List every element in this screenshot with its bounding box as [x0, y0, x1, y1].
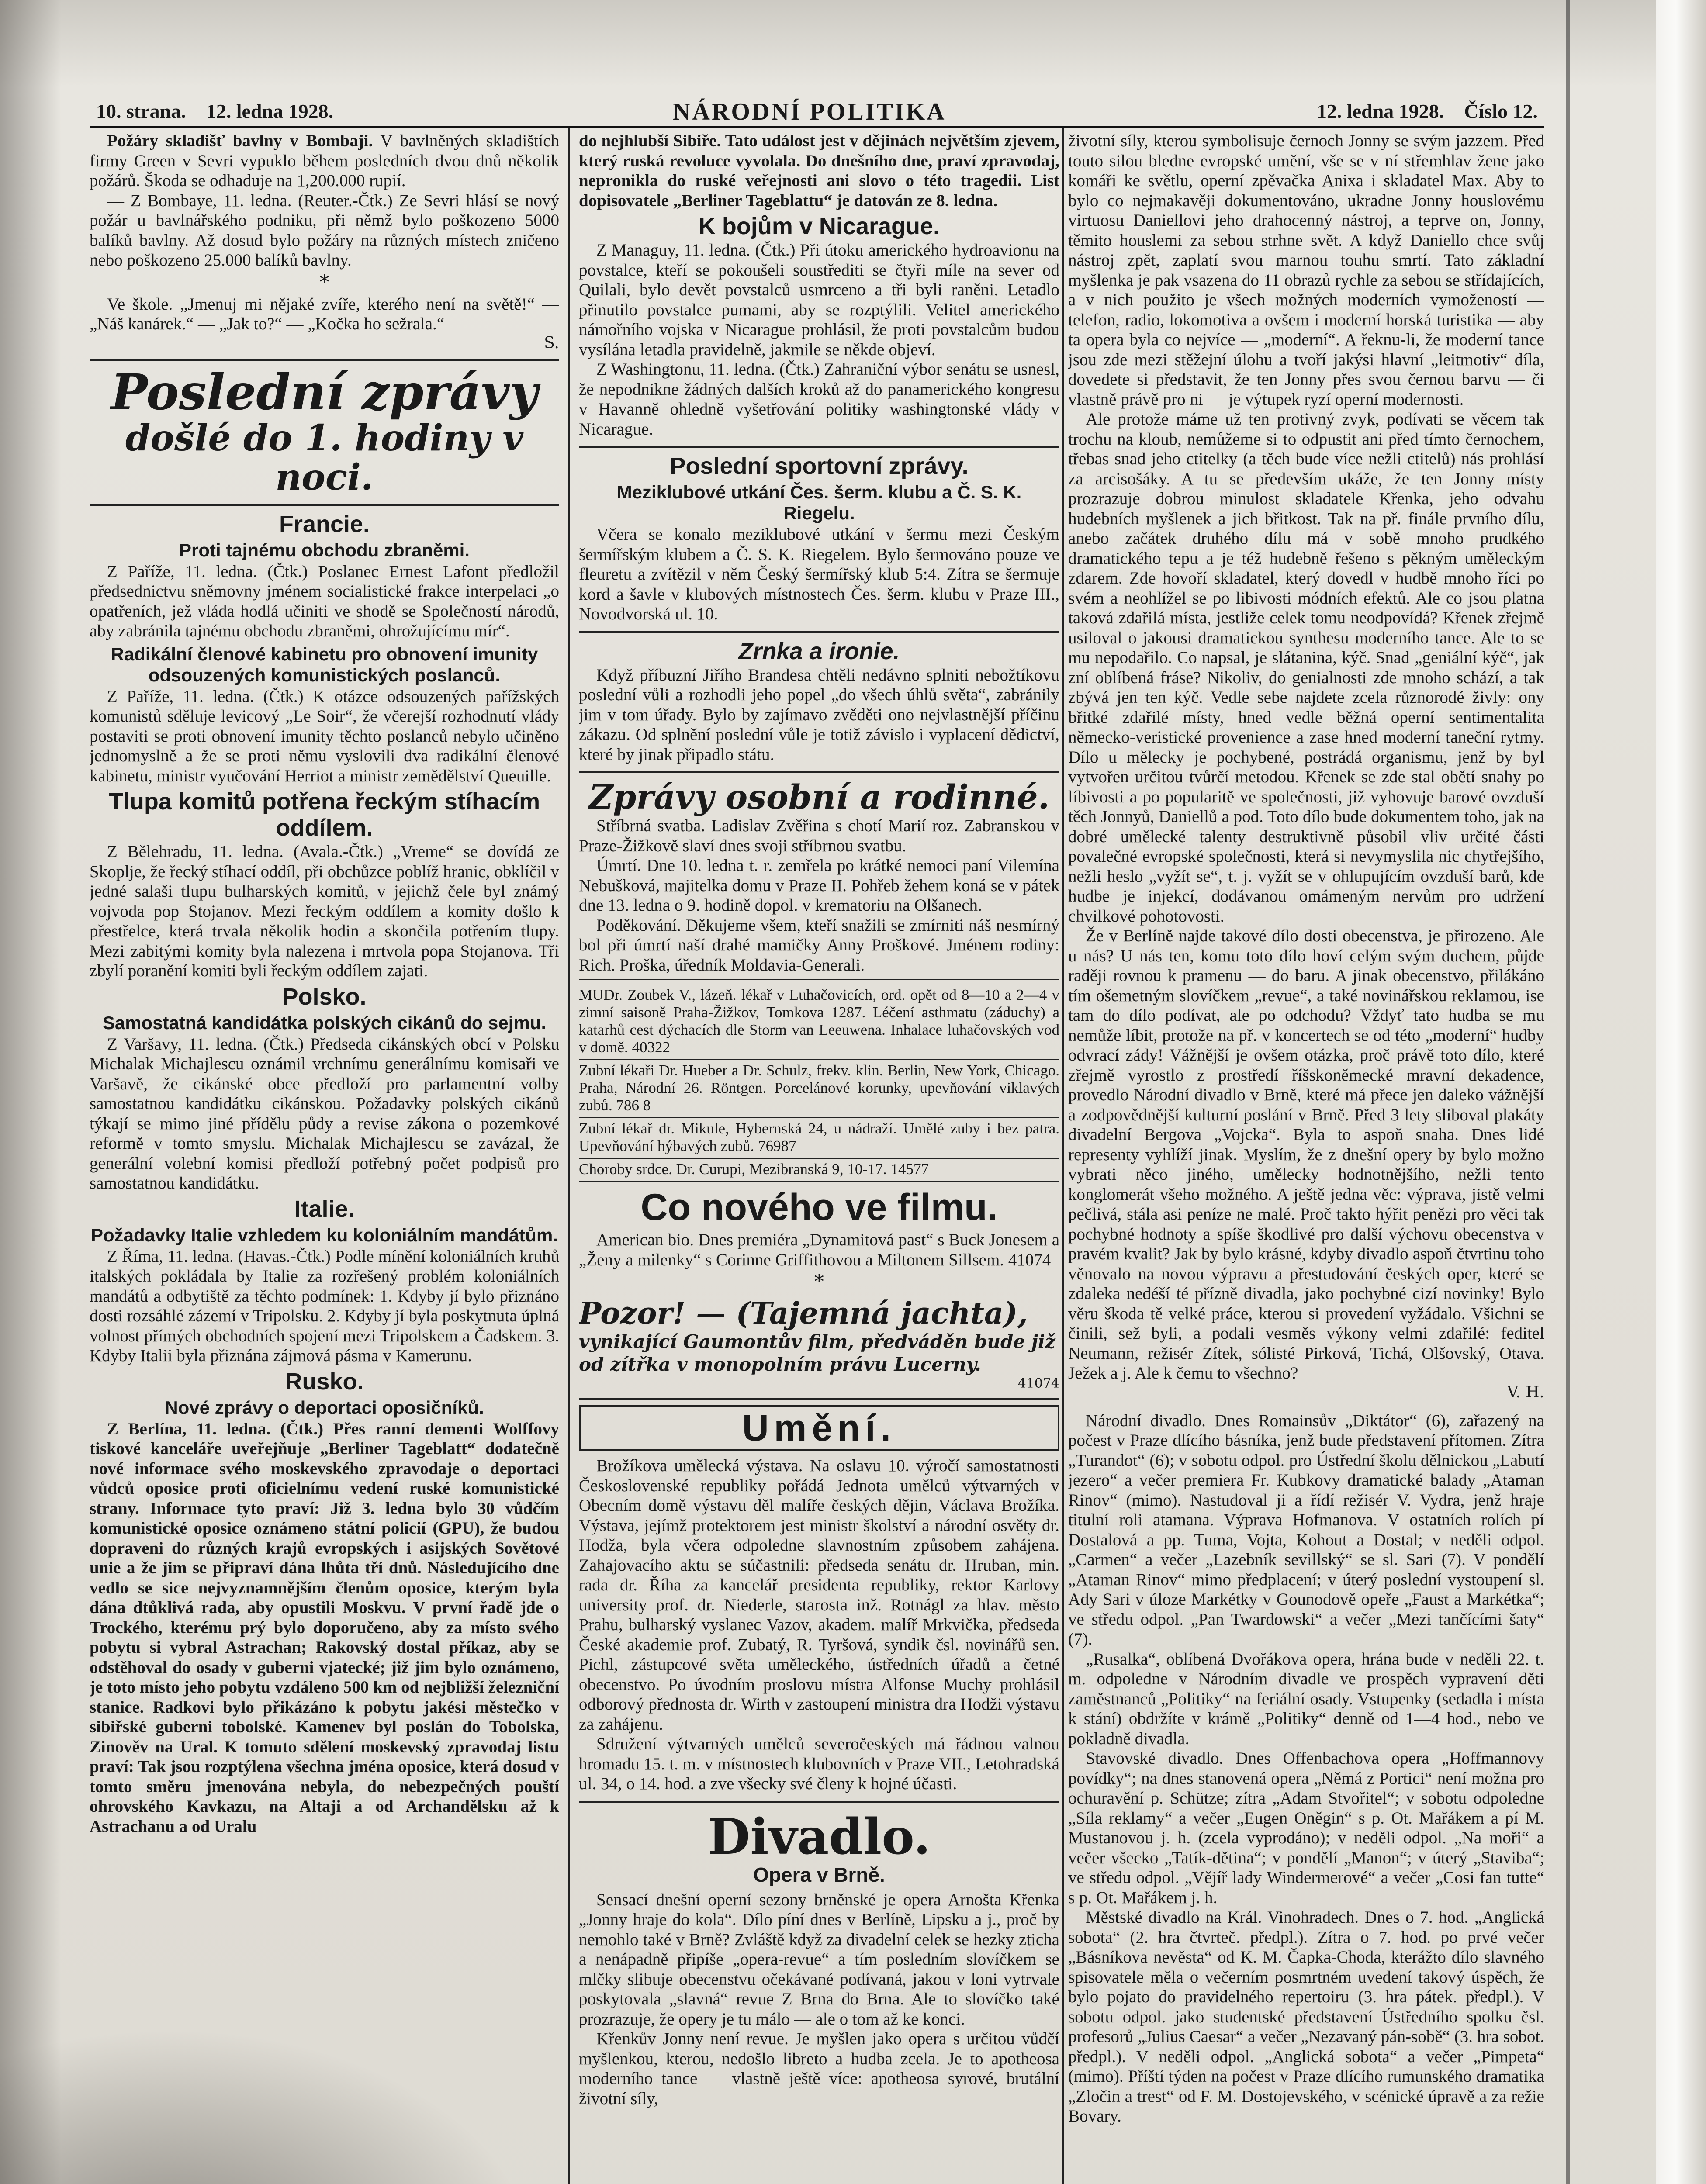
- separator-rule: [90, 504, 559, 506]
- separator-rule: [579, 979, 1059, 980]
- headline-france-1: Proti tajnému obchodu zbraněmi.: [179, 539, 470, 560]
- headline-russia: Nové zprávy o deportaci oposičníků.: [165, 1397, 484, 1418]
- header-right: [1317, 100, 1538, 123]
- headline-film: Co nového ve filmu.: [640, 1186, 998, 1228]
- header-left: [96, 100, 333, 123]
- headline-theatre: Divadlo.: [708, 1808, 931, 1866]
- issue-number: Číslo 12.: [1464, 100, 1538, 122]
- text-rusalka: „Rusalka“, oblíbená Dvořákova opera, hrána bude v neděli 22. t. m. odpoledne v Národním divadle ve prospěch vypravení děti zaměstnanců „Politiky“ na feriální osady. Vstupenky (sedadla i místa k stání) obdržíte v krámě „Politiky“ denně od 1—4 hod., nebo ve pokladně divadla.: [1068, 1649, 1544, 1748]
- subheadline-sport: Meziklubové utkání Čes. šerm. klubu a Č. S. K. Riegelu.: [616, 482, 1022, 523]
- separator-star: *: [319, 271, 329, 294]
- column-3: [1068, 131, 1544, 2184]
- text-estates-theatre: Stavovské divadlo. Dnes Offenbachova opera „Hoffmannovy povídky“; na dnes stanovená opera „Němá z Portici“ není možna pro ochuravění p. Schütze; zítra „Adam Stvořitel“; v sobotu odpoledne „Síla reklamy“ a večer „Eugen Oněgin“ s p. Ot. Mařákem a pí M. Mustanovou j. h. (zcela vyprodáno); v neděli odpol. „Na moři“ a večer všecko „Tatík-dětina“; v pondělí „Manon“; v úterý „Staviba“; ve středu odpol. „Vějíř lady Windermerové“ a večer „Cosi fan tutte“ s p. Ot. Mařákem j. h.: [1068, 1749, 1544, 1907]
- text-national-theatre: Národní divadlo. Dnes Romainsův „Diktátor“ (6), zařazený na počest v Praze dlícího básníka, jenž bude představení přítomen. Zítra „Turandot“ (6); v sobotu odpol. pro Ústřední školu dělnickou „Labutí jezero“ a večer premiera Fr. Kubkovy dramatické balady „Ataman Rinov“ (mimo). Nastudoval ji a řídí režisér V. Vydra, jenž hraje titulní roli atamana. Výprava Hofmanova. V ostatních rolích pí Dostalová a pp. Tuma, Vojta, Kohout a Dostal; v neděli odpol. „Carmen“ a večer „Lazebník sevillský“ se sl. Sari (7). V pondělí „Ataman Rinov“ mimo předplacení; v úterý poslední vystoupení sl. Ady Sari v úloze Markétky v Gounodově opeře „Faust a Markétka“; ve středu odpol. „Pan Twardowski“ a večer „Mezi tančícími šaty“ (7).: [1068, 1411, 1544, 1648]
- separator-star: *: [814, 1271, 824, 1293]
- text-film: American bio. Dnes premiéra „Dynamitová past“ s Buck Jonesem a „Ženy a milenky“ s Corinne Griffithovou a Miltonem Sillsem. 41074: [579, 1230, 1059, 1269]
- column-2: [579, 131, 1059, 2184]
- text-italy: Z Říma, 11. ledna. (Havas.-Čtk.) Podle mínění koloniálních kruhů italských pokládala by Italie za rozřešený problém koloniálních mandátů a odbytiště za těchto podmínek: 1. Kdyby jí bylo přiznáno dosti rozsáhlé zázemí v Tripolsku. 2. Kdyby jí byla poskytnuta úplná volnost přímých obchodních spojení mezi Tripolskem a Čadskem. 3. Kdyby Italii byla přiznána zájmová pásma v Kamerunu.: [90, 1247, 559, 1365]
- top-stain: [0, 0, 1656, 87]
- fire-title: Požáry skladišť bavlny v Bombaji.: [107, 131, 373, 150]
- headline-art: Umění.: [579, 1405, 1059, 1451]
- text-theatre-2: Křenkův Jonny není revue. Je myšlen jako opera s určitou vůdčí myšlenkou, kterou, nedošlo libreto a hudba zcela. Je to apotheosa moderního tance — vlastně ještě více: apotheosa syrové, brutální životní síly,: [579, 2029, 1059, 2108]
- ad-mikule: Zubní lékař dr. Mikule, Hybernská 24, u nádraží. Umělé zuby i bez patra. Upevňování hýbavých zubů. 76987: [579, 1118, 1059, 1159]
- text-review-3: Že v Berlíně najde takové dílo dosti obecenstva, je přirozeno. Ale u nás? U nás ten, komu toto dílo hoví celým svým duchem, půjde raději rovnou k pramenu — do baru. A jinak obecenstvo, přilákáno tím ošemetným slovíčkem „revue“, a také novinářskou reklamou, ise tam do dílo podívat, ale po odchodu? Vždyť tato hudba se mu nemůže líbit, protože na př. v koncertech se od této „moderní“ hudby odvrací zády! Vážnější je ovšem otázka, proč právě toto dílo, které zřejmě vyrostlo z prostředí říšskoněmecké mravní dekadence, provedlo Národní divadlo v Brně, které má přece jen daleko vážnější a zodpovědnější kulturní poslání v Brně. Před 3 lety sliboval plakáty divadelní Bergova „Vojcka“. Byla to aspoň snaha. Dnes lidé representy vyhlíží jinak. Myslím, že z dnešní opery by bylo možno vybrati něco jiného, umělecky hodnotnějšího, nežli tento konglomerát všeho možného. A ještě jedna věc: výprava, jistě velmi pečlivá, stála asi peníze ne malé. Proč takto hýřit penězi pro věci tak pochybné hodnoty a spíše škodlivé pro další výchovu obecenstva v pravém kvalit? Jak by bylo krásné, kdyby divadlo aspoň čtvrtinu toho věnovalo na novou výpravu a přestudování českých oper, které se zdaleka nedéší té přízně divadla, jako pochybné cizí novinky! Bylo věru škoda tě velké práce, kterou si provedení vyžádalo. Všichni se činili, sež byli, a podali vesměs výkony velmi zdařilé: feditel Neumann, režisér Zítek, sólisté Pirková, Tichá, Olšovský, Otava. Ježek a j. Ale k čemu to všechno?: [1068, 926, 1544, 1382]
- header-date-left: 12. ledna 1928.: [206, 100, 334, 122]
- review-signature: V. H.: [1507, 1383, 1544, 1401]
- text-personal-1: Stříbrná svatba. Ladislav Zvěřina s chotí Marií roz. Zabranskou v Praze-Žižkově slaví dnes svoji stříbrnou svatbu.: [579, 816, 1059, 855]
- header-date-right: 12. ledna 1928.: [1316, 100, 1444, 122]
- separator-rule: [90, 359, 559, 361]
- text-greece: Z Bělehradu, 11. ledna. (Avala.-Čtk.) „Vreme“ se dovídá ze Skoplje, že řecký stíhací oddíl, při obchůzce poblíž hranic, obklíčil v jedné salaši tlupu bulharských komitů, v jejichž čele byl známý vojvoda pop Stojanov. Mezi řeckým oddílem a komity došlo k přestřelce, která trvala několik hodin a skončila potřením tlupy. Mezi zabitými komity byla nalezena i mrtvola popa Stojanova. Tři zbylí poranění komiti byli řeckým oddílem zajati.: [90, 842, 559, 980]
- text-irony: Když příbuzní Jiřího Brandesa chtěli nedávno splniti nebožtíkovu poslední vůli a rozhodli jeho popel „do všech úhlů světa“, zabránily jim v tom úřady. Bylo by zajímavo zvěděti ono nejvlastnější příčinu zákazu. Od splnění poslední vůle je totiž závislo i vyplacení dědictví, které by jinak připadlo státu.: [579, 665, 1059, 764]
- text-france-2: Z Paříže, 11. ledna. (Čtk.) K otázce odsouzených pařížských komunistů sděluje levicový „Le Soir“, že včerejší rozhodnutí vlády postaviti se proti obnovení imunity těchto poslanců nebylo učiněno jednomyslně a že se proti němu vyslovili dva radikální členové kabinetu, ministr vyučování Herriot a ministr zemědělství Queuille.: [90, 687, 559, 785]
- masthead-title: NÁRODNÍ POLITIKA: [673, 98, 946, 125]
- headline-personal: Zprávy osobní a rodinné.: [588, 778, 1050, 816]
- joke-signature: S.: [544, 334, 559, 352]
- text-personal-2: Úmrtí. Dne 10. ledna t. r. zemřela po krátké nemoci paní Vilemína Nebušková, majitelka domu v Praze II. Pohřeb žehem koná se v pátek dne 13. ledna o 9. hodině dopol. v krematoriu na Olšanech.: [579, 856, 1059, 915]
- text-art-2: Sdružení výtvarných umělců severočeských má řádnou valnou hromadu 15. t. m. v místnostech klubovních v Praze VII., Letohradská ul. 34, o 14. hod. a zve všecky své členy k hojné účasti.: [579, 1735, 1059, 1793]
- ad-film-number: 41074: [1017, 1376, 1059, 1391]
- text-theatre-1: Sensací dnešní operní sezony brněnské je opera Arnošta Křenka „Jonny hraje do kola“. Dílo píní dnes v Berlíně, Lipsku a j., proč by nemohlo také v Brně? Zvláště když za divadelní celek se hezky zticha a nenápadně připíše „opera-revue“ a tím posledním slovíčkem se mlčky slibuje obecenstvu očekávané podívaná, jakou v loni vytrvale poskytovala „slavná“ revue Z Brna do Brna. Ale to slovíčko také prozrazuje, že opery je tu málo — ale o tom až ke konci.: [579, 1890, 1059, 2028]
- text-sport: Včera se konalo meziklubové utkání v šermu mezi Českým šermířským klubem a Č. S. K. Riegelem. Bylo šermováno pouze ve fleuretu a zvítězil v něm Český šermířský klub 5:4. Zítra se šermuje kord a šavle v klubových místnostech Čes. šerm. klubu v Praze III., Novodvorská ul. 10.: [579, 525, 1059, 623]
- text-review-1: životní síly, kterou symbolisuje černoch Jonny se svým jazzem. Před touto silou bledne evropské umění, vše se v ní střemhlav žene jako komáři ke světlu, operní zpěvačka Anixa i skladatel Max. Aby to bylo co nejmakavěji dokumentováno, ukradne Jonny houslovému virtuosu Daniellovi jeho drahocenný nástroj, a teprve on, Jonny, těmito houslemi za sebou strhne svět. A když Daniello chce svůj nástroj zpět, zaplatí svou marnou touhu smrtí. Tato základní myšlenka je pak vsazena do 11 obrazů rychle za sebou se střídajících, a v nich použito je všech možných moderních vymožeností — telefon, radio, lokomotiva a ovšem i moderní horská turistika — aby ta opera byla co nejvíce — „moderní“. A řeknu-li, že moderní tance jsou zde mezi stěžejní úlohu a tvoří jakýsi hlavní „leitmotiv“ díla, dovedete si představit, že ten Jonny přes svou černou barvu — či vlastně právě pro ni — je výtupek ryzí operní modernosti.: [1068, 131, 1544, 409]
- header-rule: [90, 126, 1544, 128]
- text-russia-continued: do nejhlubší Sibiře. Tato událost jest v dějinách největším zjevem, který ruská revoluce vyvolala. Do dnešního dne, praví zpravodaj, nepronikla do ruské veřejnosti ani slovo o této tragedii. List dopisovatele „Berliner Tageblattu“ je datován ze 8. ledna.: [579, 131, 1059, 210]
- column-divider-2: [1062, 128, 1064, 2184]
- section-france: Francie.: [279, 511, 370, 537]
- text-nicaragua-1: Z Managuy, 11. ledna. (Čtk.) Při útoku amerického hydroavionu na povstalce, kteří se pokoušeli soustřediti se čtyři míle na sever od Quilali, bylo devět povstalců usmrceno a tři byli raněni. Letadlo přinutilo povstalce pumami, aby se rozptýlili. Velitel amerického námořního vojska v Nicarague prohlásil, že proti povstalcům budou vysílána letadla pravidelně, jakmile se někde objeví.: [579, 241, 1059, 359]
- section-italy: Italie.: [294, 1196, 355, 1222]
- text-personal-3: Poděkování. Děkujeme všem, kteří snažili se zmírniti náš nesmírný bol při úmrtí naší drahé mamičky Anny Proškové. Jménem rodiny: Rich. Proška, úředník Moldavia-Generali.: [579, 916, 1059, 975]
- left-stain: [0, 0, 61, 2184]
- page-edge: [1656, 0, 1706, 2184]
- column-1: [90, 131, 559, 2184]
- ad-film-title: Pozor! — (Tajemná jachta),: [579, 1296, 1028, 1331]
- text-vinohrady-theatre: Městské divadlo na Král. Vinohradech. Dnes o 7. hod. „Anglická sobota“ (2. hra čtvrteč. předpl.). Zítra o 7. hod. po prvé večer „Básníkova nevěsta“ od K. M. Čapka-Choda, kterážto dílo slavného spisovatele měla o večerním posmrtném uvedení takový úspěch, že bylo pojato do pravidelného repertoiru (3. hra pátek. předpl.). V sobotu odpol. jako studentské představení Ústředního spolku čsl. profesorů „Julius Caesar“ a večer „Nezavaný pán-sobě“ (3. hra sobot. předpl.). V neděli odpol. „Anglická sobota“ a večer „Pimpeta“ (mimo). Příští týden na počest v Praze dlícího rumunského dramatika „Zločin a trest“ od F. M. Dostojevského, v scénické úpravě a za režie Bovary.: [1068, 1908, 1544, 2125]
- text-russia: Z Berlína, 11. ledna. (Čtk.) Přes ranní dementi Wolffovy tiskové kanceláře uveřejňuje „Berliner Tageblatt“ dodatečně nové informace svého moskevského zpravodaje o deportaci vůdců oposice proti oficielnímu vedení ruské komunistické strany. Informace tyto praví: Již 3. ledna bylo 30 vůdčím komunistické oposice oznámeno státní policií (GPU), že budou dopraveni do různých krajů evropských i asijských Sovětové unie a že jim se připraví dána lhůta tří dnů. Následujícího dne vedlo se sice nejvyznamnějším členům oposice, kterým byla dána dtůklivá rada, aby opustili Moskvu. V první řadě jde o Trockého, kterému prý bylo doporučeno, aby za místo svého pobytu si vybral Astrachan; Rakovský dostal příkaz, aby se odstěhoval do osady v guberni vjatecké; již jim bylo oznámeno, je toto místo jeho pobytu vzdáleno 500 km od nejbližší železniční stanice. Radkovi bylo přikázáno k pobytu jakési městečko v sibiřské guberni tobolské. Kamenev byl poslán do Tobolska, Zinověv na Ural. K tomuto sdělení moskevský zpravodaj listu praví: Tak jsou rozptýlena všechna jména oposice, která dosud v tomto směru jmenována nebyla, do nebezpečných pouští ohrovského Kavkazu, na Altaji a od Archandělsku až k Astrachanu a od Uralu: [90, 1419, 559, 1836]
- ad-zoubek: MUDr. Zoubek V., lázeň. lékař v Luhačovicích, ord. opět od 8—10 a 2—4 v zimní saisoně Praha-Žižkov, Tomkova 1287. Léčení asthmatu (záduchy) a katarhů cest dýchacích dle Storm van Leeuwena. Inhalace luhačovských vod v domě. 40322: [579, 985, 1059, 1060]
- headline-nicaragua: K bojům v Nicarague.: [698, 213, 940, 239]
- separator-rule: [579, 1398, 1059, 1400]
- column-divider-1: [568, 128, 570, 2184]
- ad-film-text: vynikající Gaumontův film, předváděn bude již od zítřka v monopolním právu Lucerny.: [579, 1331, 1055, 1375]
- joke-text: Ve škole. „Jmenuj mi nějaké zvíře, kterého není na světě!“ — „Náš kanárek.“ — „Jak to?“ — „Kočka ho sežrala.“: [90, 294, 559, 333]
- page-header: [96, 100, 1538, 126]
- latest-news-title: Poslední zprávy: [111, 363, 538, 421]
- section-russia: Rusko.: [285, 1368, 364, 1395]
- headline-irony: Zrnka a ironie.: [738, 638, 900, 664]
- article-fire: [90, 131, 559, 191]
- page-number: 10. strana.: [96, 100, 186, 122]
- text-france-1: Z Paříže, 11. ledna. (Čtk.) Poslanec Ernest Lafont předložil předsednictvu sněmovny jménem socialistické frakce interpelaci „o opatřeních, jež vláda hodlá učiniti ve shodě se Společností národů, aby zabránila tajnému obchodu zbraněmi, ohrožujícímu mír“.: [90, 562, 559, 640]
- section-poland: Polsko.: [282, 983, 367, 1010]
- separator-rule: [579, 771, 1059, 773]
- headline-italy: Požadavky Italie vzhledem ku koloniálním mandátům.: [91, 1224, 558, 1245]
- fire-text-1: V bavlněných skladištích firmy Green v Sevri vypuklo během posledních dvou dnů několik požárů. Škoda se odhaduje na 1,200.000 rupií.: [90, 131, 559, 190]
- subheadline-opera-brno: Opera v Brně.: [753, 1863, 885, 1886]
- text-art-1: Brožíkova umělecká výstava. Na oslavu 10. výročí samostatnosti Československé republiky pořádá Jednota umělců výtvarných v Obecním domě výstavu děl malíře českých dějin, Václava Brožíka. Výstava, jejímž protektorem jest ministr školství a národní osvěty dr. Hodža, byla včera odpoledne slavnostním způsobem zahájena. Zahajovacího aktu se súčastnili: předseda senátu dr. Hruban, min. rada dr. Říha za kancelář presidenta republiky, rektor Karlovy university prof. dr. Niederle, starosta inž. Rotnágl za hlav. město Prahu, bulharský vyslanec Vazov, akadem. malíř Mrkvička, předseda České akademie prof. Zubatý, R. Tyršová, syndik čsl. novinářů sen. Pichl, zástupcové světa uměleckého, ústředních úřadů a četné obecenstvo. Po úvodním proslovu místra Alfonse Muchy prohlásil odborový přednosta dr. Wirth v zastoupení ministra dra Hodži výstavu za zahájenu.: [579, 1456, 1059, 1734]
- separator-rule: [579, 1801, 1059, 1803]
- separator-rule: [579, 446, 1059, 448]
- headline-greece: Tlupa komitů potřena řeckým stíhacím oddílem.: [108, 788, 540, 841]
- text-poland: Z Varšavy, 11. ledna. (Čtk.) Předseda cikánských obcí v Polsku Michalak Michajlescu oznámil vrchnímu generálnímu komisaři ve Varšavě, že cikánské obce předloží pro parlamentní volby samostatnou kandidátku cikánskou. Požadavky polských cikánů týkají se mimo jiné přídělu půdy a revise zákona o pozemkové reformě v tomto smyslu. Michalak Michajlescu se zavázal, že generální volební komisi předloží potřebný počet podpisů pro samostatnou kandidátku.: [90, 1034, 559, 1192]
- fire-text-2: — Z Bombaye, 11. ledna. (Reuter.-Čtk.) Ze Sevri hlásí se nový požár u bavlnářského podniku, při němž bylo poškozeno 5000 balíků bavlny. Až dosud bylo požáry na různých místech zničeno nebo poškozeno 25.000 balíků bavlny.: [90, 191, 559, 270]
- headline-poland: Samostatná kandidátka polských cikánů do sejmu.: [102, 1012, 547, 1033]
- headline-france-2: Radikální členové kabinetu pro obnovení imunity odsouzených komunistických poslanců.: [111, 643, 538, 685]
- ad-heart: Choroby srdce. Dr. Curupi, Mezibranská 9, 10-17. 14577: [579, 1159, 1059, 1182]
- ad-dentists: Zubní lékaři Dr. Hueber a Dr. Schulz, frekv. klin. Berlin, New York, Chicago. Praha, Národní 26. Röntgen. Porcelánové korunky, upevňování viklavých zubů. 786 8: [579, 1060, 1059, 1118]
- headline-sport: Poslední sportovní zprávy.: [670, 453, 969, 479]
- text-review-2: Ale protože máme už ten protivný zvyk, podívati se věcem tak trochu na kloub, nemůžeme si to odpustit ani před tímto černochem, třebas snad jeho ctitelky (a těch bude více nežli ctitelů) nás prohlásí za arcisošáky. A tu se především ukáže, že ten Jonny místy prozrazuje dobrou minulost skladatele Křenka, jeho odvahu hudebních myšlenek a jich břitkost. Tak na př. finále prvního dílu, anebo začátek druhého dílu má v sobě mnoho prudkého dramatického tepu a je též hudebně řešeno s pěkným uměleckým zdarem. Zde hovoří skladatel, který dovedl v hudbě mnoho říci po svém a neohlížel se po libivosti módních efektů. Ale co jsou platna taková zdařilá místa, jestliže celek tomu neodpovídá? Křenek zřejmě usiloval o jakousi dramatickou synthesu moderního tance. Ale to se mu nepodařilo. Co napsal, je slátanina, kýč. Snad „geniální kýč“, jak zní oblíbená fráse? Nikoliv, do genialnosti zde mnoho schází, a tak zbývá jen ten kýč. Vedle sebe najdete zcela různorodé živly: ony břitké zdařilé místy, hned vedle běžná operní sentimentalita německo-veristické provenience a zase hned moderní taneční rytmy. Dílo u mělecky je pochybené, postrádá organismu, jenž by byl vytvořen určitou tvůrčí metodou. Křenek se zde stal obětí snahy po líbivosti a po popularitě ve společnosti, již vyhovuje barové ovzduší těch Jonnyů, Daniellů a pod. Toto dílo bude dokumentem toho, jak na dobré umělecké talenty destruktivně působil vliv určité části povalečné evropské společnosti, která si nevymyslila nic chytřejšího, nežli heslo „vyžít se“, t. j. vyžít se v ohlupujícím ovzduší barů, kde hudbe je injekcí, dodávanou omámeným nervům pro udržení chvilkové pohotovosti.: [1068, 410, 1544, 926]
- binding-line: [1566, 0, 1570, 2184]
- latest-news-subtitle: došlé do 1. hodiny v noci.: [125, 417, 524, 498]
- text-nicaragua-2: Z Washingtonu, 11. ledna. (Čtk.) Zahraniční výbor senátu se usnesl, že nepodnikne žádných dalších kroků až do panamerického kongresu v Havanně ohledně vyšetřování politiky washingtonské vlády v Nicarague.: [579, 360, 1059, 439]
- separator-rule: [579, 631, 1059, 633]
